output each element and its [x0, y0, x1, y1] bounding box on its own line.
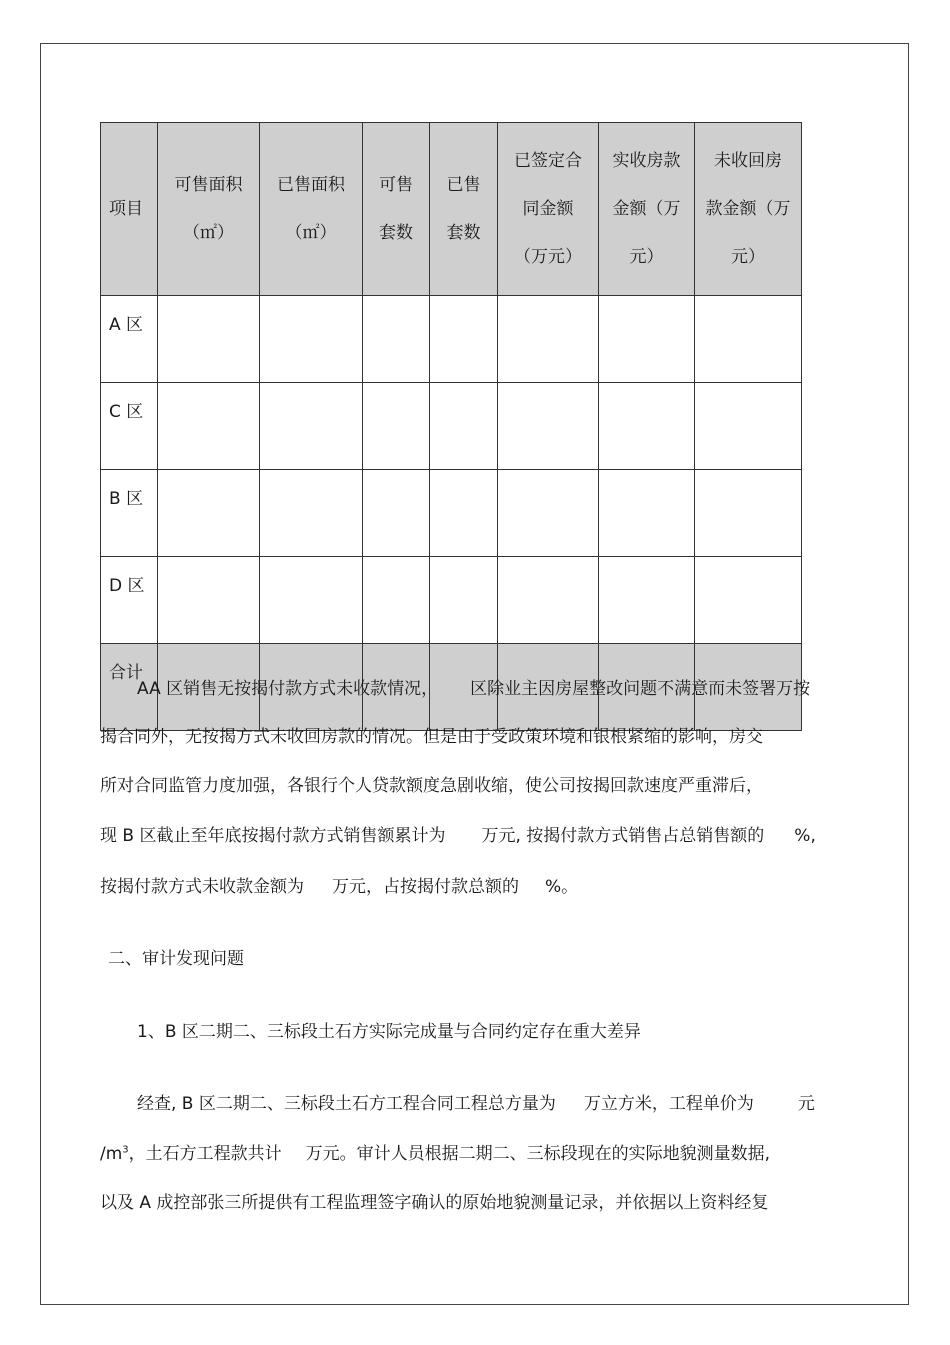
paragraph-line: 揭合同外，无按揭方式未收回房款的情况。但是由于受政策环境和银根紧缩的影响，房交: [100, 727, 763, 747]
paragraph-line: 以及 A 成控部张三所提供有工程监理签字确认的原始地貌测量记录，并依据以上资料经复: [100, 1193, 769, 1213]
paragraph-line: $/m^3$，土石方工程款共计 万元。审计人员根据二期二、三标段现在的实际地貌测量数据,: [100, 1144, 771, 1164]
section-heading: 二、审计发现问题: [108, 949, 244, 969]
sub-heading: 1、B 区二期二、三标段土石方实际完成量与合同约定存在重大差异: [137, 1022, 641, 1042]
paragraph-line: 经查, B 区二期二、三标段土石方工程合同工程总方量为 万立方米，工程单价为 元: [137, 1094, 815, 1114]
row-label: B 区: [101, 470, 158, 557]
header-cell-sold-units: 已售 套数: [430, 123, 498, 296]
header-cell-item: 项目: [101, 123, 158, 296]
header-cell-unreceived-amount: 未收回房 款金额（万 元）: [695, 123, 802, 296]
header-cell-contract-amount: 已签定合 同金额 （万元）: [498, 123, 599, 296]
table-row: [101, 470, 802, 557]
total-label: 合计: [101, 644, 158, 731]
header-cell-saleable-units: 可售 套数: [363, 123, 430, 296]
paragraph-line: 按揭付款方式未收款金额为 万元，占按揭付款总额的 %。: [100, 877, 579, 897]
paragraph-line: AA 区销售无按揭付款方式未收款情况， 区除业主因房屋整改问题不满意而未签署万按: [137, 679, 811, 699]
table-row: [101, 557, 802, 644]
row-label: A 区: [101, 296, 158, 383]
table-header-row: [101, 123, 802, 296]
header-cell-received-amount: 实收房款 金额（万 元）: [599, 123, 695, 296]
paragraph-line: 所对合同监管力度加强，各银行个人贷款额度急剧收缩，使公司按揭回款速度严重滞后，: [100, 776, 763, 796]
header-cell-saleable-area: 可售面积 （㎡）: [158, 123, 260, 296]
row-label: C 区: [101, 383, 158, 470]
paragraph-line: 现 B 区截止至年底按揭付款方式销售额累计为 万元, 按揭付款方式销售占总销售额的 %,: [100, 826, 816, 846]
header-cell-sold-area: 已售面积 （㎡）: [260, 123, 363, 296]
row-label: D 区: [101, 557, 158, 644]
table-row: [101, 296, 802, 383]
table-row: [101, 383, 802, 470]
sales-table: [100, 122, 802, 731]
